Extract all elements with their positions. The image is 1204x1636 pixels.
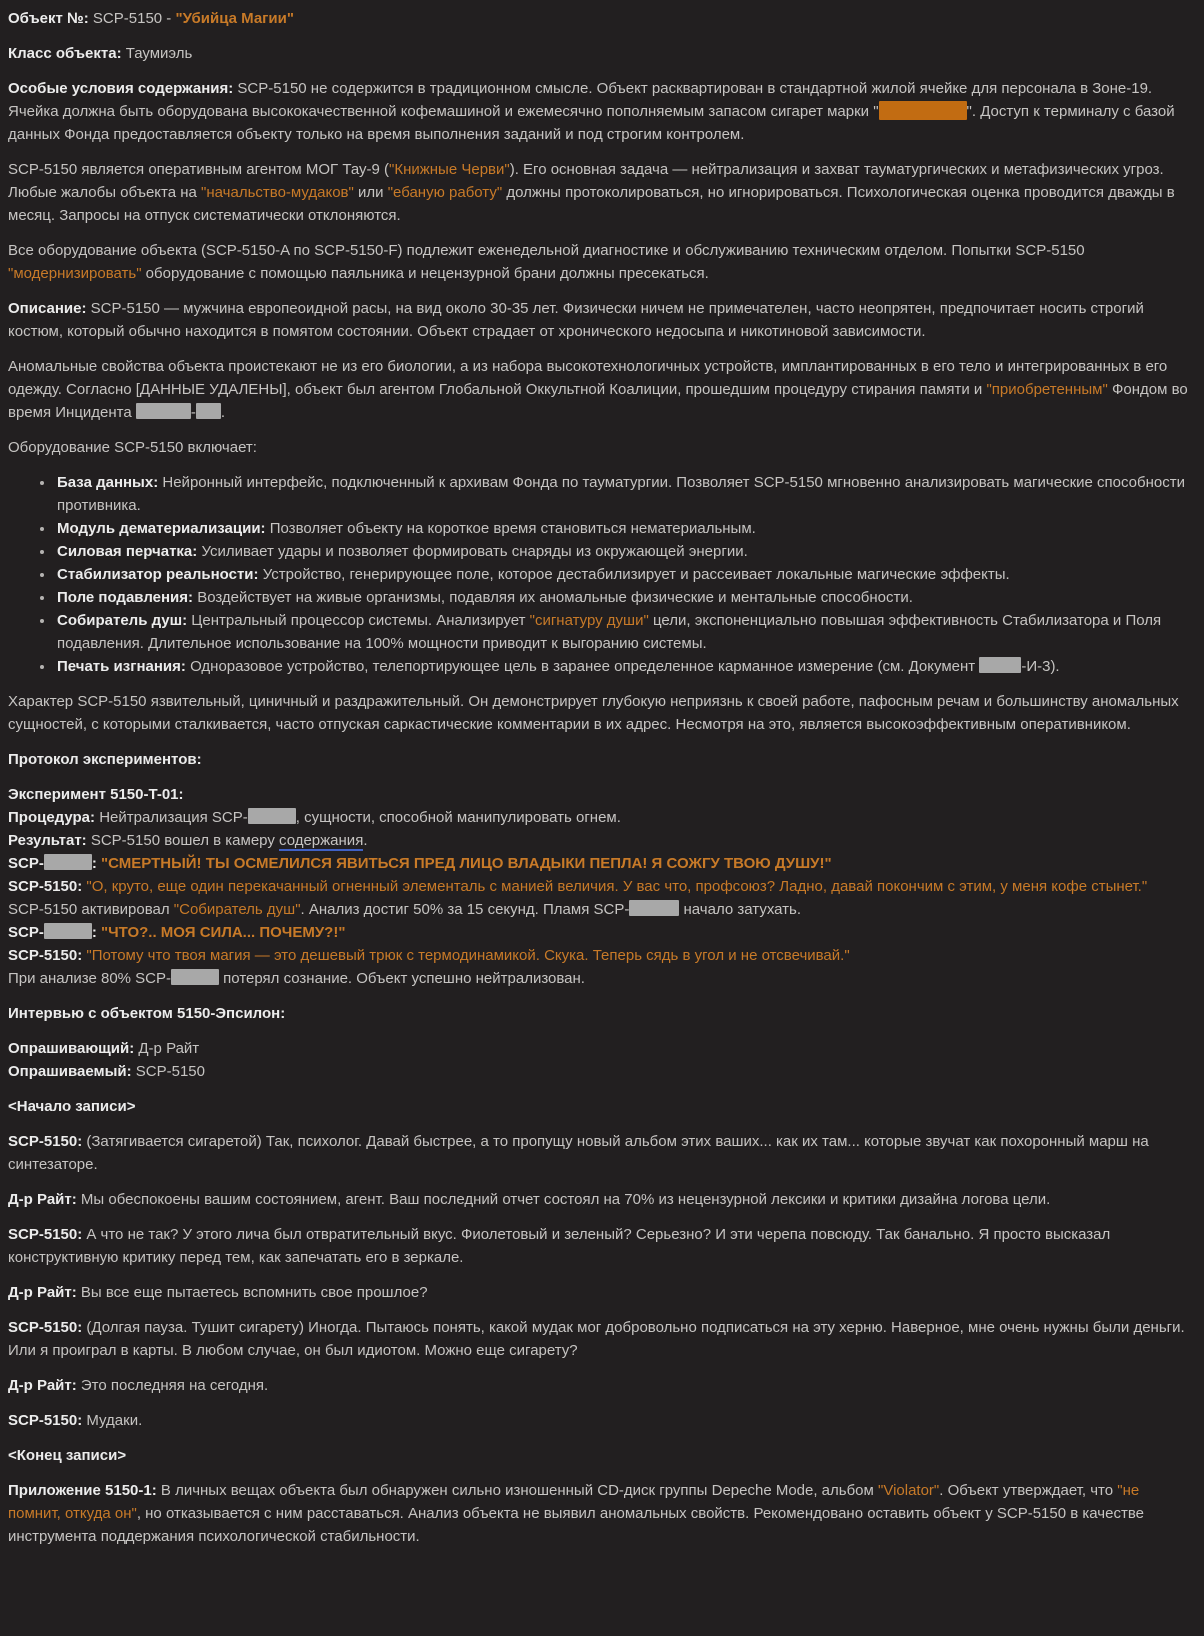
list-item [55,517,1190,540]
bold-label: SCP-5150: [8,1412,83,1429]
experiment-5150-t-01 [8,783,1190,990]
equipment-intro [8,436,1190,459]
bold-label: Модуль дематериализации: [57,520,266,537]
text-run: Воздействует на живые организмы, подавляя их аномальные физические и ментальные способности. [193,589,913,606]
bold-label: SCP-5150: [8,878,83,895]
bold-label: Интервью с объектом 5150-Эпсилон: [8,1005,286,1022]
inline-link[interactable]: "Violator" [878,1482,940,1499]
text-run: При анализе 80% SCP- [8,970,172,987]
text-run: , но отказывается с ним расставаться. Анализ объекта не выявил аномальных свойств. Рекомендовано оставить объект у SCP-5150 в качестве инструмента поддержания психологической стабильности. [8,1505,1144,1545]
underlined-link[interactable]: содержания [279,832,364,849]
bold-label: : [91,924,102,941]
text-run: Характер SCP-5150 язвительный, циничный и раздражительный. Он демонстрирует глубокую неприязнь к своей работе, пафосным речам и большинству аномальных сущностей, с которыми сталкивается, часто отпуская саркастические комментарии в их адрес. Несмотря на это, является высокоэффективным оперативником. [8,693,1179,733]
object-class [8,42,1190,65]
text-run: цели, экспоненциально повышая эффективность Стабилизатора и Поля подавления. Длительное использование на 100% мощности приводит к выгоранию системы. [57,612,1162,652]
list-item [55,540,1190,563]
interview-heading [8,1002,1190,1025]
text-run: начало затухать. [679,901,802,918]
object-id [8,7,1190,30]
dialogue-quote: "СМЕРТНЫЙ! ТЫ ОСМЕЛИЛСЯ ЯВИТЬСЯ ПРЕД ЛИЦО ВЛАДЫКИ ПЕПЛА! Я СОЖГУ ТВОЮ ДУШУ!" [101,855,832,872]
recording-start [8,1095,1190,1118]
inline-link[interactable]: "Собиратель душ" [173,901,301,918]
redacted-block [44,923,92,939]
bold-label: Поле подавления: [57,589,194,606]
text-run: Устройство, генерирующее поле, которое дестабилизирует и рассеивает локальные магические эффекты. [258,566,1010,583]
redacted-block [171,969,219,985]
bold-label: Печать изгнания: [57,658,186,675]
list-item [55,609,1190,655]
text-run: Все оборудование объекта (SCP-5150-A по SCP-5150-F) подлежит еженедельной диагностике и обслуживанию техническим отделом. Попытки SCP-5150 [8,242,1085,259]
bold-label: <Начало записи> [8,1098,136,1115]
redacted-block [629,900,679,916]
text-run: Вы все еще пытаетесь вспомнить свое прошлое? [76,1284,428,1301]
text-run: Усиливает удары и позволяет формировать снаряды из окружающей энергии. [197,543,748,560]
dialogue-scp-1 [8,1130,1190,1176]
list-item [55,563,1190,586]
text-run: Одноразовое устройство, телепортирующее цель в заранее определенное карманное измерение (см. Документ [185,658,980,675]
experiment-log-heading [8,748,1190,771]
bold-label: Д-р Райт: [8,1284,77,1301]
bold-label: Результат: [8,832,87,849]
inline-link[interactable]: "начальство-мудаков" [201,184,354,201]
bold-label: Силовая перчатка: [57,543,198,560]
equipment-maintenance [8,239,1190,285]
text-run: А что не так? У этого лича был отвратительный вкус. Фиолетовый и зеленый? Серьезно? И эти черепа повсюду. Так банально. Я просто высказал конструктивную критику перед тем, как запечатать его в зеркале. [8,1226,1111,1266]
text-run: (Долгая пауза. Тушит сигарету) Иногда. Пытаюсь понять, какой мудак мог добровольно подписаться на эту херню. Наверное, мне очень нужны были деньги. Или я проиграл в карты. В любом случае, он был идиотом. Можно еще сигарету? [8,1319,1185,1359]
text-run: Нейронный интерфейс, подключенный к архивам Фонда по тауматургии. Позволяет SCP-5150 мгновенно анализировать магические способности противника. [57,474,1185,514]
text-run: SCP-5150 вошел в камеру [86,832,280,849]
text-run: (Затягивается сигаретой) Так, психолог. Давай быстрее, а то пропущу новый альбом этих ваших... как их там... которые звучат как похоронный марш на синтезаторе. [8,1133,1149,1173]
text-run: . Объект утверждает, что [939,1482,1118,1499]
character-note [8,690,1190,736]
redacted-block [44,854,92,870]
text-run: SCP-5150 активировал [8,901,174,918]
text-run: Позволяет объекту на короткое время становиться нематериальным. [265,520,756,537]
text-run: оборудование с помощью паяльника и нецензурной брани должны пресекаться. [141,265,709,282]
dialogue-wright-3 [8,1374,1190,1397]
dialogue-wright-1 [8,1188,1190,1211]
bold-label: <Конец записи> [8,1447,127,1464]
text-run: Аномальные свойства объекта проистекают не из его биологии, а из набора высокотехнологичных устройств, имплантированных в его тело и интегрированных в его одежду. Согласно [ДАННЫЕ УДАЛЕНЫ], объект был агентом Глобальной Оккультной Коалиции, прошедшим процедуру стирания памяти и [8,358,1168,398]
bold-label: Д-р Райт: [8,1377,77,1394]
inline-link[interactable]: "сигнатуру души" [529,612,649,629]
inline-link[interactable]: "не помнит, откуда он" [8,1482,1140,1522]
text-run: . Анализ достиг 50% за 15 секунд. Пламя SCP- [300,901,630,918]
text-run: . [363,832,368,849]
dialogue-scp-3 [8,1316,1190,1362]
bold-label: : [91,855,102,872]
redacted-block [196,403,221,419]
inline-link[interactable]: "модернизировать" [8,265,142,282]
redacted-block [136,403,191,419]
title-link[interactable]: "Убийца Магии" [175,10,294,27]
bold-label: Особые условия содержания: [8,80,234,97]
bold-label: База данных: [57,474,159,491]
dialogue-quote: "О, круто, еще один перекачанный огненный элементаль с манией величия. У вас что, профсоюз? Ладно, давай покончим с этим, у меня кофе стынет." [86,878,1148,895]
bold-label: SCP-5150: [8,1226,83,1243]
bold-label: Эксперимент 5150-T-01: [8,786,184,803]
dialogue-scp-4 [8,1409,1190,1432]
bold-label: SCP-5150: [8,947,83,964]
text-run: ". Доступ к терминалу с базой данных Фонда предоставляется объекту только на время выполнения заданий и под строгим контролем. [8,103,1175,143]
text-run: Мы обеспокоены вашим состоянием, агент. Ваш последний отчет состоял на 70% из нецензурной лексики и критики дизайна логова цели. [76,1191,1051,1208]
inline-link[interactable]: "ебаную работу" [387,184,503,201]
text-run: Мудаки. [82,1412,143,1429]
text-run: Это последняя на сегодня. [76,1377,269,1394]
list-item [55,586,1190,609]
text-run: Таумиэль [121,45,193,62]
containment-conditions [8,77,1190,146]
bold-label: Процедура: [8,809,96,826]
bold-label: SCP-5150: [8,1133,83,1150]
list-item [55,471,1190,517]
text-run: SCP-5150 не содержится в традиционном смысле. Объект расквартирован в стандартной жилой ячейке для персонала в Зоне-19. Ячейка должна быть оборудована высококачественной кофемашиной и ежемесячно пополняемым запасом сигарет марки " [8,80,1153,120]
text-run: SCP-5150 является оперативным агентом МОГ Тау-9 ( [8,161,390,178]
addendum-5150-1 [8,1479,1190,1548]
text-run: SCP-5150 [131,1063,205,1080]
agent-role [8,158,1190,227]
text-run: В личных вещах объекта был обнаружен сильно изношенный CD-диск группы Depeche Mode, альбом [156,1482,879,1499]
bold-label: Собиратель душ: [57,612,188,629]
bold-label: Стабилизатор реальности: [57,566,259,583]
bold-label: Описание: [8,300,87,317]
text-run: Оборудование SCP-5150 включает: [8,439,257,456]
bold-label: Протокол экспериментов: [8,751,202,768]
bold-label: SCP-5150: [8,1319,83,1336]
dialogue-quote: "Потому что твоя магия — это дешевый трюк с термодинамикой. Скука. Теперь сядь в угол и не отсвечивай." [86,947,850,964]
text-run: должны протоколироваться, но игнорироваться. Психологическая оценка проводится дважды в месяц. Запросы на отпуск систематически отклоняются. [8,184,1175,224]
dialogue-scp-2 [8,1223,1190,1269]
recording-end [8,1444,1190,1467]
text-run: или [353,184,388,201]
bold-label: Класс объекта: [8,45,122,62]
inline-link[interactable]: "приобретенным" [986,381,1108,398]
text-run: SCP-5150 — мужчина европеоидной расы, на вид около 30-35 лет. Физически ничем не примечателен, часто неопрятен, предпочитает носить строгий костюм, который обычно находится в помятом состоянии. Объект страдает от хронического недосыпа и никотиновой зависимости. [8,300,1144,340]
text-run: . [220,404,226,421]
dialogue-wright-2 [8,1281,1190,1304]
text-run: Фондом во время Инцидента [8,381,1188,421]
description [8,297,1190,343]
text-run: Центральный процессор системы. Анализирует [187,612,530,629]
redacted-block [248,808,296,824]
bold-label: Приложение 5150-1: [8,1482,157,1499]
text-run: потерял сознание. Объект успешно нейтрализован. [219,970,585,987]
bold-label: Опрашиваемый: [8,1063,132,1080]
text-run: Нейтрализация SCP- [95,809,248,826]
text-run: - [190,404,196,421]
text-run: SCP-5150 - [88,10,176,27]
text-run: ). Его основная задача — нейтрализация и захват тауматургических и метафизических угроз. Любые жалобы объекта на [8,161,1164,201]
list-item [55,655,1190,678]
redacted-block [879,101,967,120]
interview-participants [8,1037,1190,1083]
redacted-block [979,657,1021,673]
bold-label: SCP- [8,855,44,872]
bold-label: SCP- [8,924,44,941]
text-run: Д-р Райт [134,1040,200,1057]
dialogue-quote: "ЧТО?.. МОЯ СИЛА... ПОЧЕМУ?!" [101,924,346,941]
equipment-list [8,471,1190,678]
anomalous-properties [8,355,1190,424]
bold-label: Опрашивающий: [8,1040,135,1057]
inline-link[interactable]: "Книжные Черви" [389,161,510,178]
bold-label: Объект №: [8,10,89,27]
text-run: -И-3). [1021,658,1060,675]
bold-label: Д-р Райт: [8,1191,77,1208]
text-run: , сущности, способной манипулировать огнем. [295,809,621,826]
